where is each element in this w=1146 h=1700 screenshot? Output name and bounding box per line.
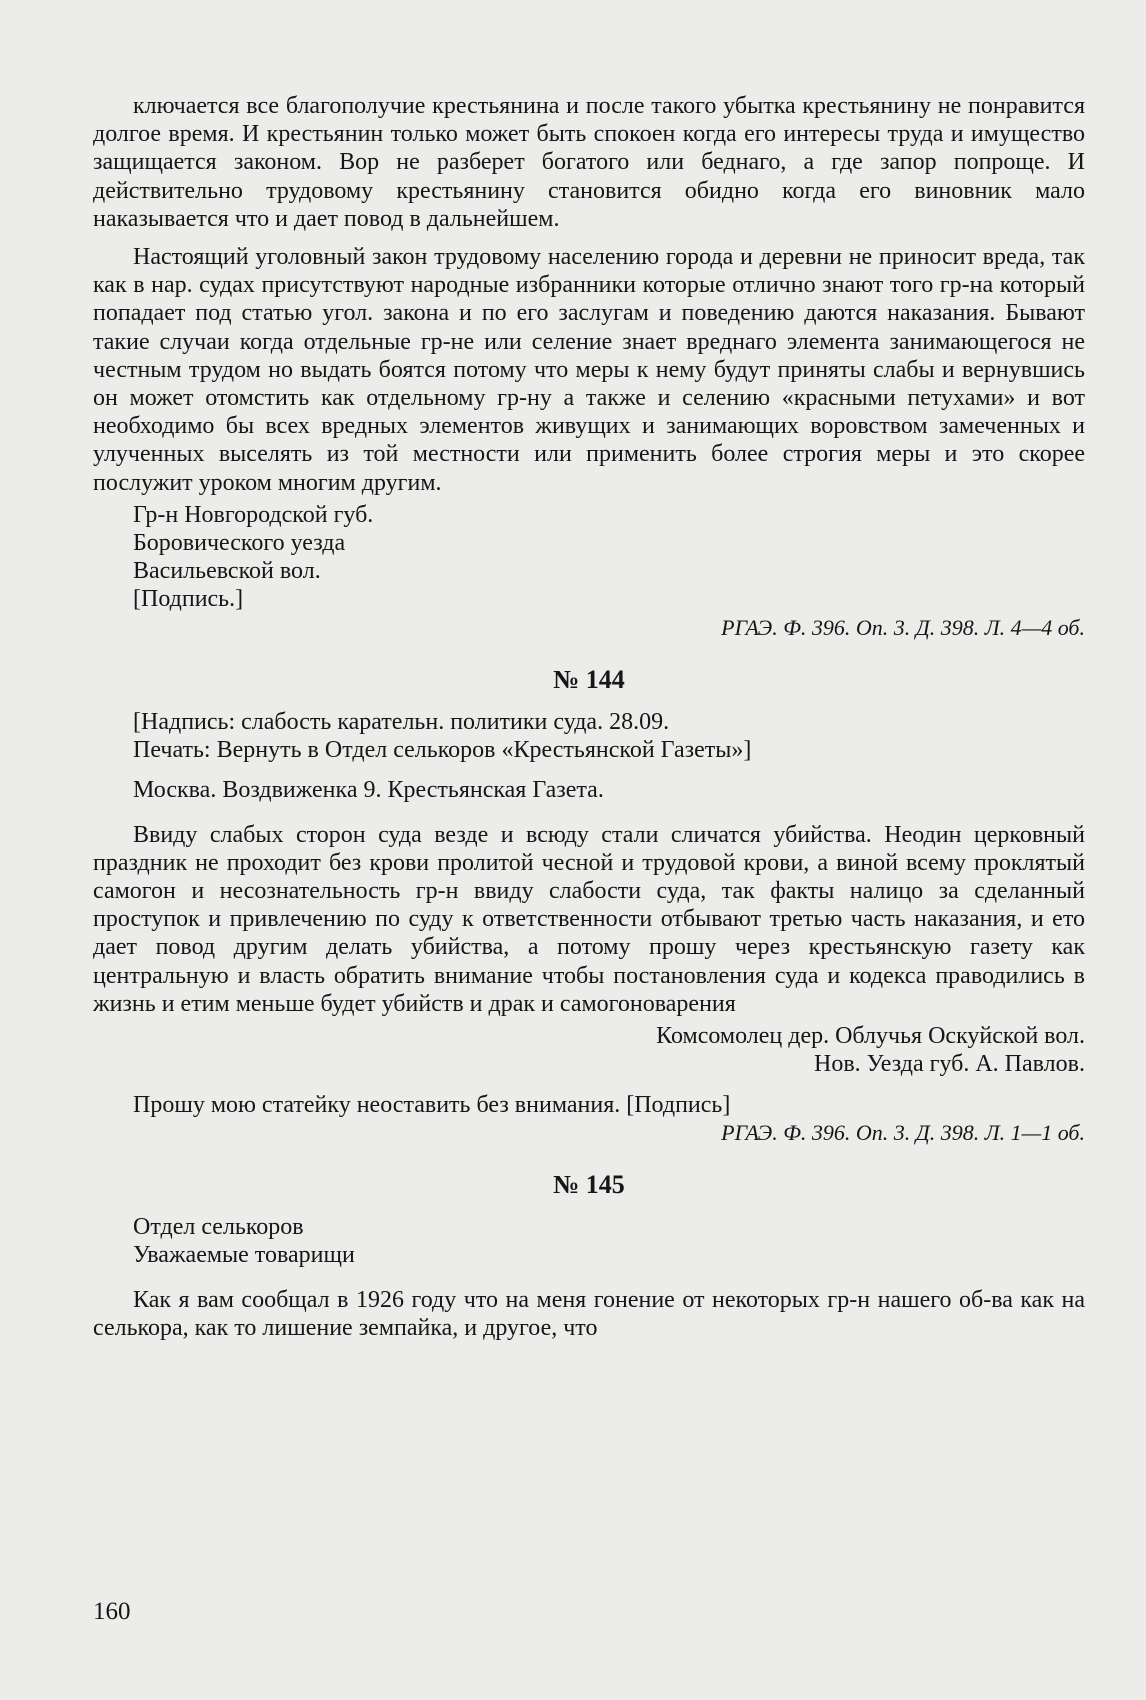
- header-line: Москва. Воздвиженка 9. Крестьянская Газета.: [133, 777, 604, 804]
- salutation: [93, 1213, 1085, 1269]
- signature-line: Комсомолец дер. Облучья Оскуйской вол.: [656, 1023, 1085, 1050]
- document-signature: [93, 1022, 1085, 1078]
- page-number: 160: [93, 1598, 131, 1625]
- salutation-line: Отдел селькоров: [133, 1214, 304, 1241]
- document-body: Как я вам сообщал в 1926 году что на меня гонение от некоторых гр-н нашего об-ва как на селькора, как то лишение земпайка, и другое, что: [93, 1286, 1085, 1341]
- intro-paragraph-2: Настоящий уголовный закон трудовому населению города и деревни не приносит вреда, так как в нар. судах присутствуют народные избранники которые отлично знают того гр-на который попадает под статью угол. закона и по его заслугам и поведению даются наказания. Бывают такие случаи когда отдельные гр-не или селение знает вреднаго элемента занимающегося не честным трудом но выдать боятся потому что меры к нему будут приняты слабы и вернувшись он может отомстить как отдельному гр-ну а также и селению «красными петухами» и вот необходимо бы всех вредных элементов живущих и занимающих воровством замеченных и улученных выселять из той местности или применить более строгия меры и это скорее послужит уроком многим другим.: [93, 244, 1085, 496]
- signature-line: Нов. Уезда губ. А. Павлов.: [813, 1051, 1085, 1078]
- signature-line: Гр-н Новгородской губ.: [133, 501, 374, 528]
- document-header: [93, 708, 1085, 805]
- signature-line: [Подпись.]: [133, 586, 244, 613]
- document-number-heading: № 144: [553, 664, 625, 694]
- document-number-heading: № 145: [553, 1169, 625, 1199]
- postscript: Прошу мою статейку неоставить без внимания. [Подпись]: [133, 1091, 731, 1118]
- document-body: Ввиду слабых сторон суда везде и всюду стали сличатся убийства. Неодин церковный праздник не проходит без крови пролитой чесной и трудовой крови, а виной всему проклятый самогон и несознательность гр-н ввиду слабости суда, так факты налицо за сделанный проступок и привлечению по суду к ответственности отбывают третью часть наказания, и ето дает повод другим делать убийства, а потому прошу через крестьянскую газету как центральную и власть обратить внимание чтобы постановления суда и кодекса праводились в жизнь и етим меньше будет убийств и драк и самогоноварения: [93, 821, 1085, 1017]
- intro-paragraph-1: ключается все благополучие крестьянина и после такого убытка крестьянину не понравится долгое время. И крестьянин только может быть спокоен когда его интересы труда и имущество защищается законом. Вор не разберет богатого или беднаго, а где запор попроще. И действительно трудовому крестьянину становится обидно когда его виновник мало наказывается что и дает повод в дальнейшем.: [93, 93, 1085, 232]
- archive-citation: РГАЭ. Ф. 396. Оп. 3. Д. 398. Л. 4—4 об.: [721, 614, 1085, 640]
- archive-citation: РГАЭ. Ф. 396. Оп. 3. Д. 398. Л. 1—1 об.: [721, 1119, 1085, 1145]
- header-line: Печать: Вернуть в Отдел селькоров «Крестьянской Газеты»]: [133, 737, 752, 764]
- salutation-line: Уважаемые товарищи: [133, 1242, 355, 1269]
- signature-line: Васильевской вол.: [133, 558, 321, 585]
- header-line: [Надпись: слабость карательн. политики суда. 28.09.: [133, 709, 670, 736]
- text-column: [93, 92, 1085, 1342]
- signature-line: Боровического уезда: [133, 530, 346, 557]
- signature-block: [93, 501, 1085, 614]
